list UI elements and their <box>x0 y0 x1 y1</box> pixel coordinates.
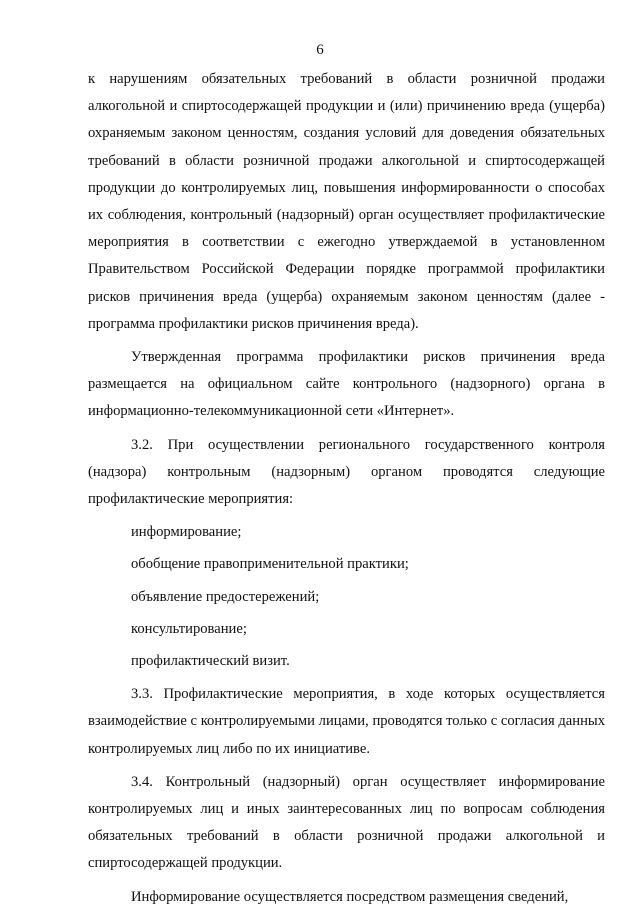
preventive-measures-list <box>88 519 605 675</box>
list-item: профилактический визит. <box>131 653 290 670</box>
list-item: обобщение правоприменительной практики; <box>131 556 409 573</box>
list-item: объявление предостережений; <box>131 588 320 605</box>
body-text <box>88 66 605 917</box>
page-number: 6 <box>316 42 324 58</box>
paragraph-continuation: к нарушениям обязательных требований в области розничной продажи алкогольной и спиртосодержащей продукции и (или) причинению вреда (ущерба) охраняемым законом ценностям, создания условий для доведения обязательных требований в области розничной продажи алкогольной и спиртосодержащей продукции до контролируемых лиц, повышения информированности о способах их соблюдения, контрольный (надзорный) орган осуществляет профилактические мероприятия в соответствии с ежегодно утверждаемой в установленном Правительством Российской Федерации порядке программой профилактики рисков причинения вреда (ущерба) охраняемым законом ценностям (далее - программа профилактики рисков причинения вреда). <box>88 71 605 332</box>
paragraph-program-published: Утвержденная программа профилактики рисков причинения вреда размещается на официальном сайте контрольного (надзорного) органа в информационно-телекоммуникационной сети «Интернет». <box>88 349 605 420</box>
paragraph-3-2: 3.2. При осуществлении регионального государственного контроля (надзора) контрольным (надзорным) органом проводятся следующие профилактические мероприятия: <box>88 436 605 508</box>
list-item: информирование; <box>131 524 242 541</box>
paragraph-3-4: 3.4. Контрольный (надзорный) орган осуществляет информирование контролируемых лиц и иных заинтересованных лиц по вопросам соблюдения обязательных требований в области розничной продажи алкогольной и спиртосодержащей продукции. <box>88 773 605 872</box>
list-item: консультирование; <box>131 620 247 637</box>
paragraph-informing: Информирование осуществляется посредством размещения сведений, <box>131 888 569 905</box>
paragraph-3-3: 3.3. Профилактические мероприятия, в ходе которых осуществляется взаимодействие с контролируемыми лицами, проводятся только с согласия данных контролируемых лиц либо по их инициативе. <box>88 686 605 757</box>
